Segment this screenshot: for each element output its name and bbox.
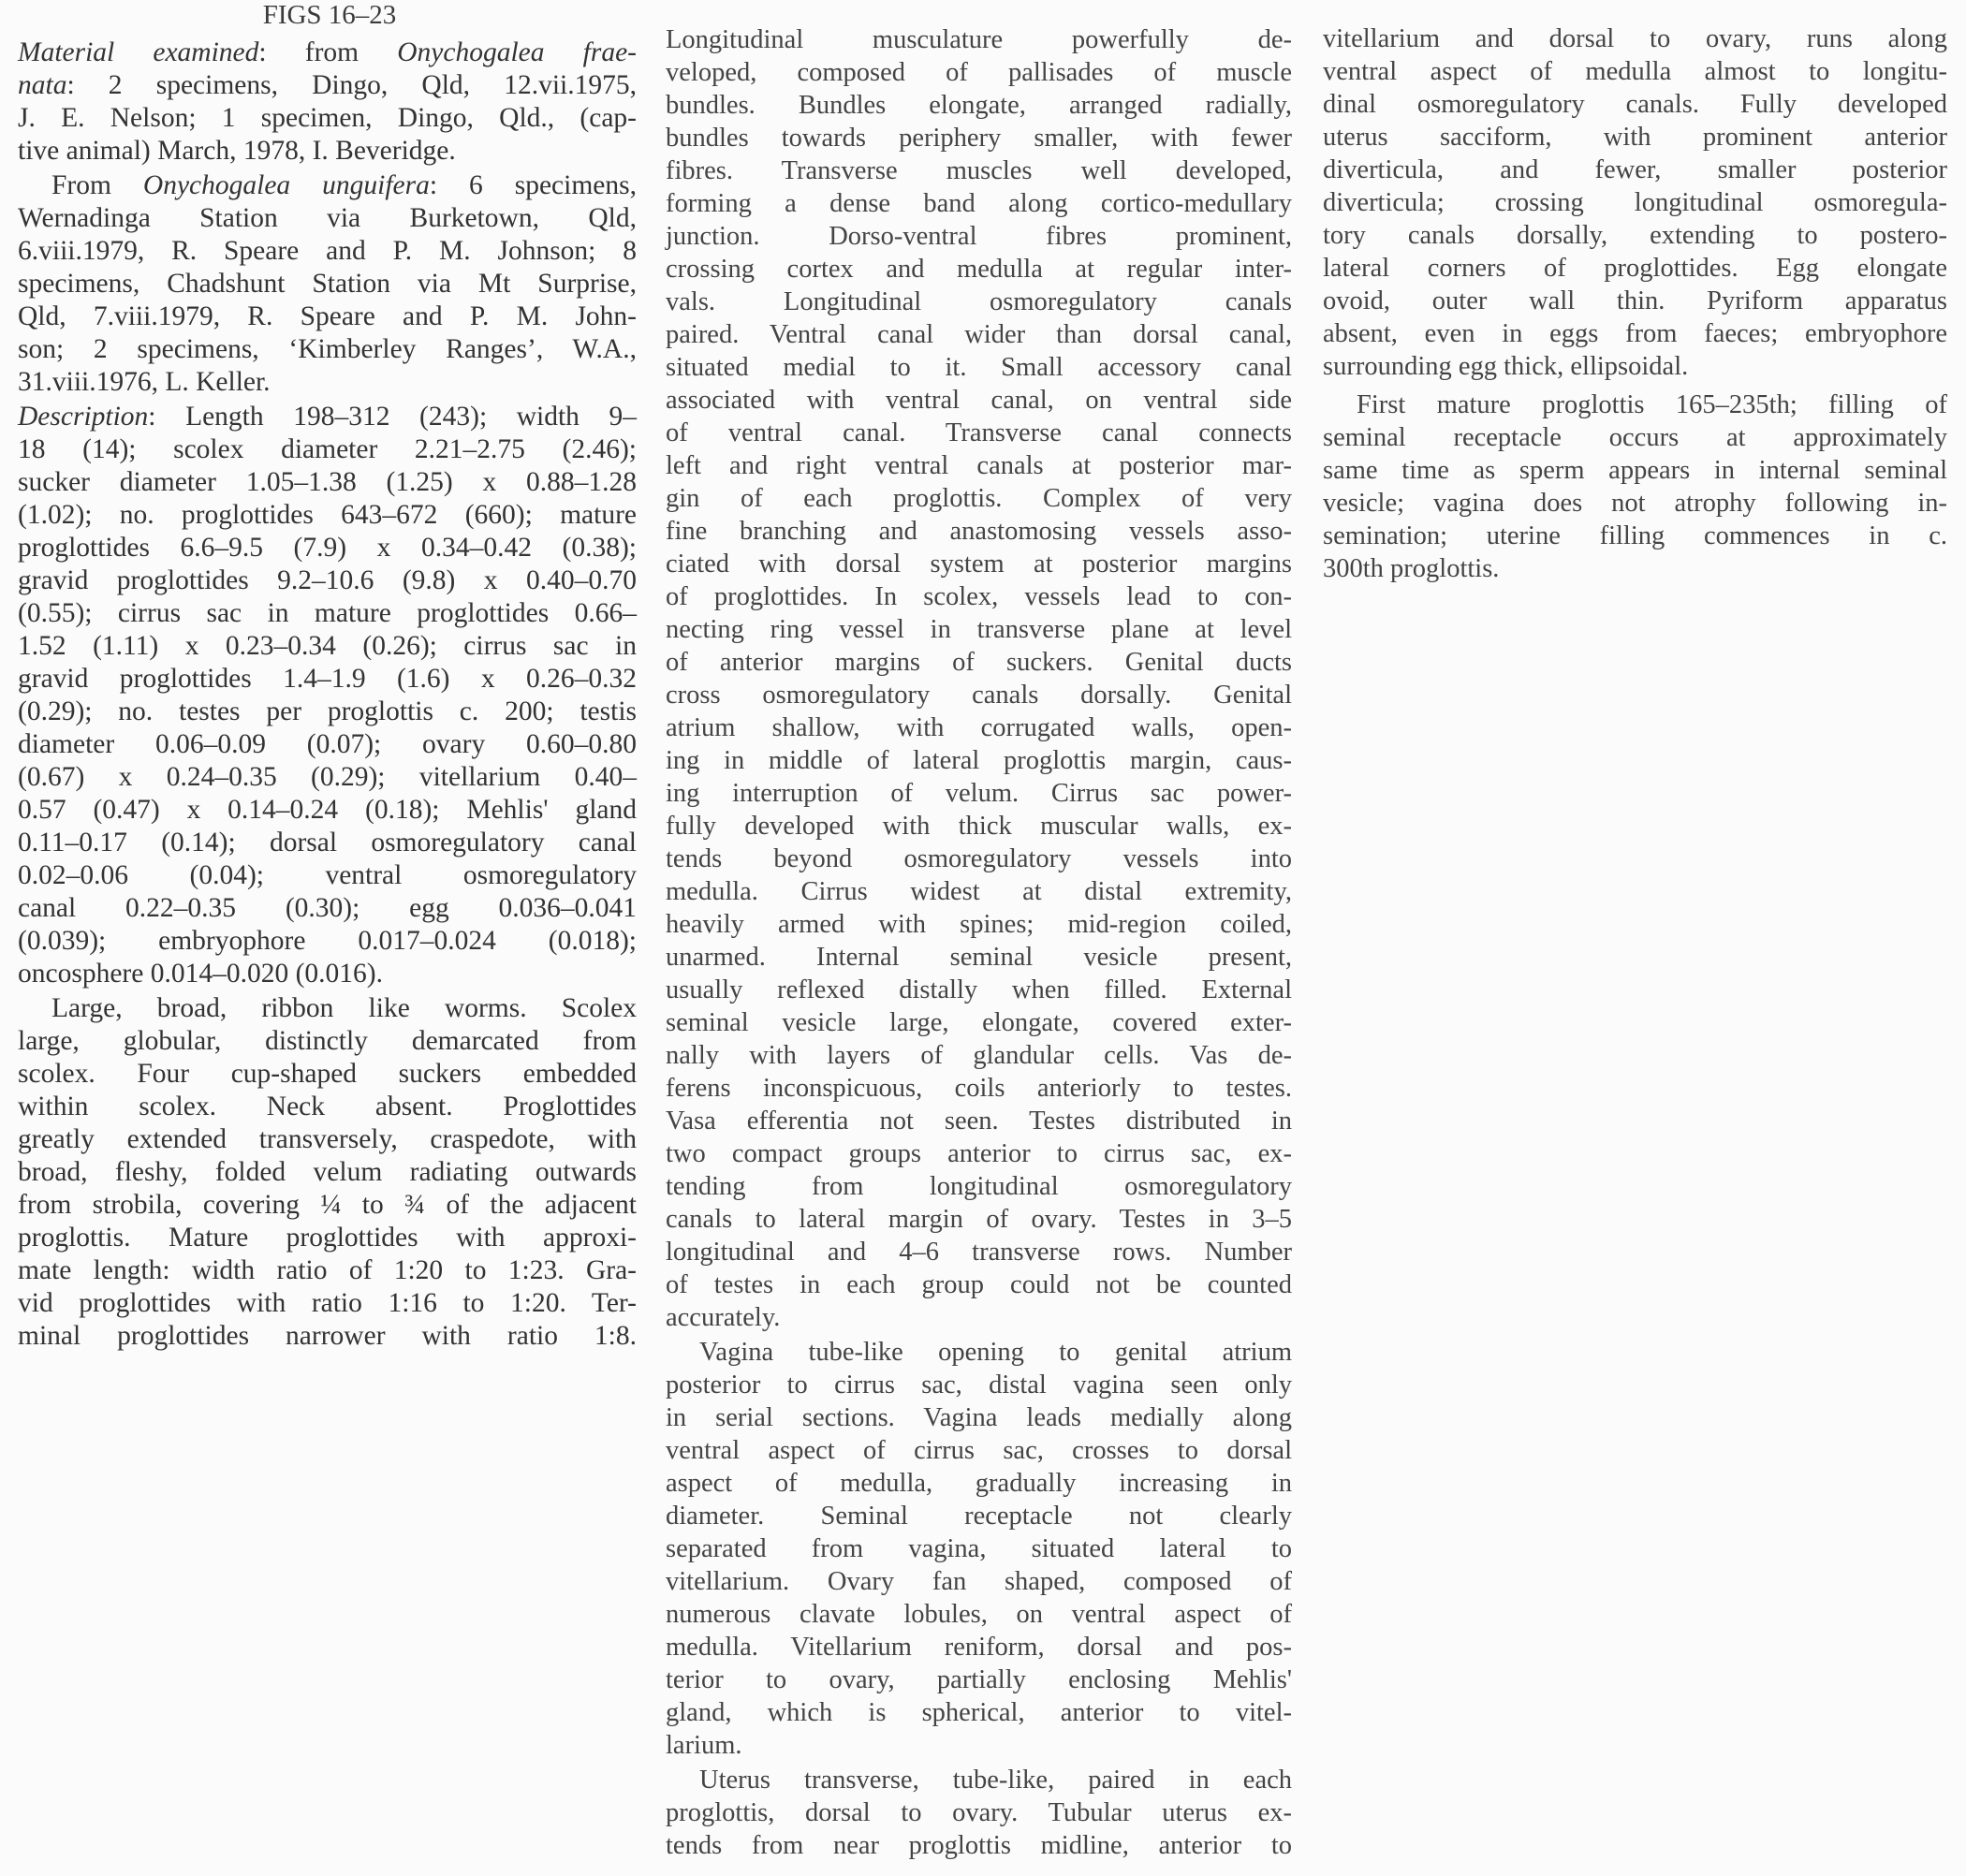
text-line: tends beyond osmoregulatory vessels into [666,844,1292,873]
text-line: gland, which is spherical, anterior to vitel- [666,1698,1292,1727]
text-line: same time as sperm appears in internal seminal [1323,456,1947,485]
italic-text-segment: Description [18,402,149,432]
text-line: (0.039); embryophore 0.017–0.024 (0.018); [18,926,637,956]
text-line: cross osmoregulatory canals dorsally. Genital [666,681,1292,710]
text-line: oncosphere 0.014–0.020 (0.016). [18,959,383,989]
text-line: Vagina tube-like opening to genital atrium [699,1338,1292,1367]
text-line: terior to ovary, partially enclosing Mehlis' [666,1665,1292,1694]
text-line: seminal receptacle occurs at approximately [1323,423,1947,452]
text-line: forming a dense band along cortico-medullary [666,189,1292,218]
text-line: First mature proglottis 165–235th; filling of [1357,390,1947,419]
text-segment: : 6 specimens, [429,170,637,200]
text-line: nally with layers of glandular cells. Vas de- [666,1041,1292,1070]
text-line: dinal osmoregulatory canals. Fully developed [1323,90,1947,119]
text-line [18,37,637,69]
text-line: ventral aspect of medulla almost to longitu- [1323,57,1947,86]
italic-text-segment: Material examined [18,37,259,67]
text-line: seminal vesicle large, elongate, covered exter- [666,1008,1292,1037]
text-line: (0.67) x 0.24–0.35 (0.29); vitellarium 0.40– [18,762,637,792]
text-line: absent, even in eggs from faeces; embryophore [1323,319,1947,348]
text-line: specimens, Chadshunt Station via Mt Surprise, [18,269,637,299]
text-line: ventral aspect of cirrus sac, crosses to dorsal [666,1436,1292,1465]
text-line: sucker diameter 1.05–1.38 (1.25) x 0.88–1.28 [18,467,637,497]
text-segment: : from [258,37,398,67]
text-line: surrounding egg thick, ellipsoidal. [1323,352,1689,381]
text-line: atrium shallow, with corrugated walls, open- [666,713,1292,742]
text-line: 0.57 (0.47) x 0.14–0.24 (0.18); Mehlis' gland [18,795,637,825]
text-line: 1.52 (1.11) x 0.23–0.34 (0.26); cirrus sac in [18,631,637,661]
text-line: accurately. [666,1303,781,1332]
paragraph [666,1336,1292,1762]
text-segment: : 2 specimens, Dingo, Qld, 12.vii.1975, [66,70,637,100]
text-line: diameter. Seminal receptacle not clearly [666,1502,1292,1531]
paragraph [18,169,637,399]
text-line: J. E. Nelson; 1 specimen, Dingo, Qld., (cap- [18,103,637,133]
text-line: junction. Dorso-ventral fibres prominent, [666,222,1292,251]
text-line: vals. Longitudinal osmoregulatory canals [666,287,1292,316]
text-line: from strobila, covering ¼ to ¾ of the adjacent [18,1190,637,1220]
text-line: 0.11–0.17 (0.14); dorsal osmoregulatory canal [18,828,637,857]
italic-text-segment: nata [18,70,67,100]
text-line: diameter 0.06–0.09 (0.07); ovary 0.60–0.80 [18,729,637,759]
text-line: longitudinal and 4–6 transverse rows. Number [666,1238,1292,1267]
text-line: (0.55); cirrus sac in mature proglottides 0.66– [18,598,637,628]
text-line: fine branching and anastomosing vessels asso- [666,517,1292,546]
text-line: situated medial to it. Small accessory canal [666,353,1292,382]
text-line: posterior to cirrus sac, distal vagina seen only [666,1370,1292,1400]
text-line: Large, broad, ribbon like worms. Scolex [51,993,637,1023]
text-line: two compact groups anterior to cirrus sac, ex- [666,1139,1292,1168]
text-line: medulla. Cirrus widest at distal extremity, [666,877,1292,906]
text-line: 31.viii.1976, L. Keller. [18,367,271,397]
text-line: gravid proglottides 1.4–1.9 (1.6) x 0.26–0.32 [18,664,637,694]
text-line: canals to lateral margin of ovary. Testes in 3–5 [666,1205,1292,1234]
text-line: canal 0.22–0.35 (0.30); egg 0.036–0.041 [18,893,637,923]
text-line: Longitudinal musculature powerfully de- [666,25,1292,54]
text-line: mate length: width ratio of 1:20 to 1:23. Gra- [18,1255,637,1285]
text-line: larium. [666,1731,742,1760]
text-line: bundles. Bundles elongate, arranged radially, [666,91,1292,120]
text-line: ovoid, outer wall thin. Pyriform apparatus [1323,286,1947,315]
text-line: gravid proglottides 9.2–10.6 (9.8) x 0.40–0.70 [18,565,637,595]
text-line: uterus sacciform, with prominent anterior [1323,123,1947,152]
text-line: veloped, composed of pallisades of muscle [666,58,1292,87]
text-line: vid proglottides with ratio 1:16 to 1:20. Ter- [18,1288,637,1318]
text-line: semination; uterine filling commences in c. [1323,521,1947,550]
text-line [18,169,637,202]
text-line: separated from vagina, situated lateral to [666,1534,1292,1563]
text-line: bundles towards periphery smaller, with fewer [666,124,1292,153]
paragraph [666,1764,1292,1862]
text-line: fully developed with thick muscular walls, ex- [666,812,1292,841]
text-line: necting ring vessel in transverse plane at level [666,615,1292,644]
text-line: within scolex. Neck absent. Proglottides [18,1092,637,1121]
text-line: left and right ventral canals at posterior mar- [666,451,1292,480]
text-line: diverticula; crossing longitudinal osmoregula- [1323,188,1947,217]
text-line: Uterus transverse, tube-like, paired in each [699,1766,1292,1795]
text-line: tending from longitudinal osmoregulatory [666,1172,1292,1201]
text-line: vesicle; vagina does not atrophy following in- [1323,489,1947,518]
text-line: vitellarium. Ovary fan shaped, composed of [666,1567,1292,1596]
italic-text-segment: Onychogalea unguifera [142,170,430,200]
text-line: proglottis, dorsal to ovary. Tubular uterus ex- [666,1798,1292,1827]
text-line: fibres. Transverse muscles well developed, [666,156,1292,185]
paragraph [666,23,1292,1334]
text-line: Wernadinga Station via Burketown, Qld, [18,203,637,233]
text-line: (1.02); no. proglottides 643–672 (660); mature [18,500,637,530]
text-line: in serial sections. Vagina leads medially along [666,1403,1292,1432]
text-column-middle [666,23,1292,1862]
text-line [18,401,637,433]
text-line: 6.viii.1979, R. Speare and P. M. Johnson; 8 [18,236,637,266]
text-line [18,69,637,102]
text-line: ciated with dorsal system at posterior margins [666,550,1292,579]
text-line: 18 (14); scolex diameter 2.21–2.75 (2.46); [18,434,637,464]
text-line: tive animal) March, 1978, I. Beveridge. [18,136,456,166]
text-line: vitellarium and dorsal to ovary, runs along [1323,24,1947,53]
text-line: of testes in each group could not be counted [666,1270,1292,1299]
text-line: proglottis. Mature proglottides with approxi- [18,1223,637,1253]
text-line: heavily armed with spines; mid-region coiled, [666,910,1292,939]
text-segment: From [51,170,143,200]
text-line: tends from near proglottis midline, anterior to [666,1831,1292,1860]
text-column-left [18,37,637,1353]
text-line: crossing cortex and medulla at regular inter- [666,255,1292,284]
text-line: medulla. Vitellarium reniform, dorsal and pos- [666,1633,1292,1662]
text-line: large, globular, distinctly demarcated from [18,1026,637,1056]
text-line: son; 2 specimens, ‘Kimberley Ranges’, W.A., [18,334,637,364]
text-line: usually reflexed distally when filled. External [666,975,1292,1004]
text-line: 300th proglottis. [1323,554,1500,583]
paragraph [1323,22,1947,383]
italic-text-segment: Onychogalea frae- [397,37,637,67]
paragraph [18,992,637,1353]
text-line: paired. Ventral canal wider than dorsal canal, [666,320,1292,349]
text-line: associated with ventral canal, on ventral side [666,386,1292,415]
text-line: gin of each proglottis. Complex of very [666,484,1292,513]
text-line: broad, fleshy, folded velum radiating outwards [18,1157,637,1187]
paragraph [18,401,637,990]
text-segment: : Length 198–312 (243); width 9– [148,402,637,432]
text-column-right [1323,22,1947,585]
text-line: aspect of medulla, gradually increasing in [666,1469,1292,1498]
text-line: scolex. Four cup-shaped suckers embedded [18,1059,637,1089]
text-line: Vasa efferentia not seen. Testes distributed in [666,1107,1292,1136]
text-line: of anterior margins of suckers. Genital ducts [666,648,1292,677]
text-line: of ventral canal. Transverse canal connects [666,418,1292,447]
text-line: proglottides 6.6–9.5 (7.9) x 0.34–0.42 (0.38); [18,533,637,563]
text-line: tory canals dorsally, extending to postero- [1323,221,1947,250]
text-line: minal proglottides narrower with ratio 1:8. [18,1321,637,1351]
text-line: diverticula, and fewer, smaller posterior [1323,155,1947,184]
text-line: of proglottides. In scolex, vessels lead to con- [666,582,1292,611]
text-line: ing interruption of velum. Cirrus sac power- [666,779,1292,808]
text-line: unarmed. Internal seminal vesicle present, [666,943,1292,972]
paragraph [18,37,637,168]
text-line: ing in middle of lateral proglottis margin, caus- [666,746,1292,775]
figure-reference-heading: FIGS 16–23 [262,0,397,30]
text-line: ferens inconspicuous, coils anteriorly to testes. [666,1074,1292,1103]
paragraph [1323,388,1947,585]
text-line: Qld, 7.viii.1979, R. Speare and P. M. John- [18,301,637,331]
text-line: (0.29); no. testes per proglottis c. 200; testis [18,696,637,726]
text-line: numerous clavate lobules, on ventral aspect of [666,1600,1292,1629]
text-line: greatly extended transversely, craspedote, with [18,1124,637,1154]
text-line: lateral corners of proglottides. Egg elongate [1323,254,1947,283]
text-line: 0.02–0.06 (0.04); ventral osmoregulatory [18,860,637,890]
